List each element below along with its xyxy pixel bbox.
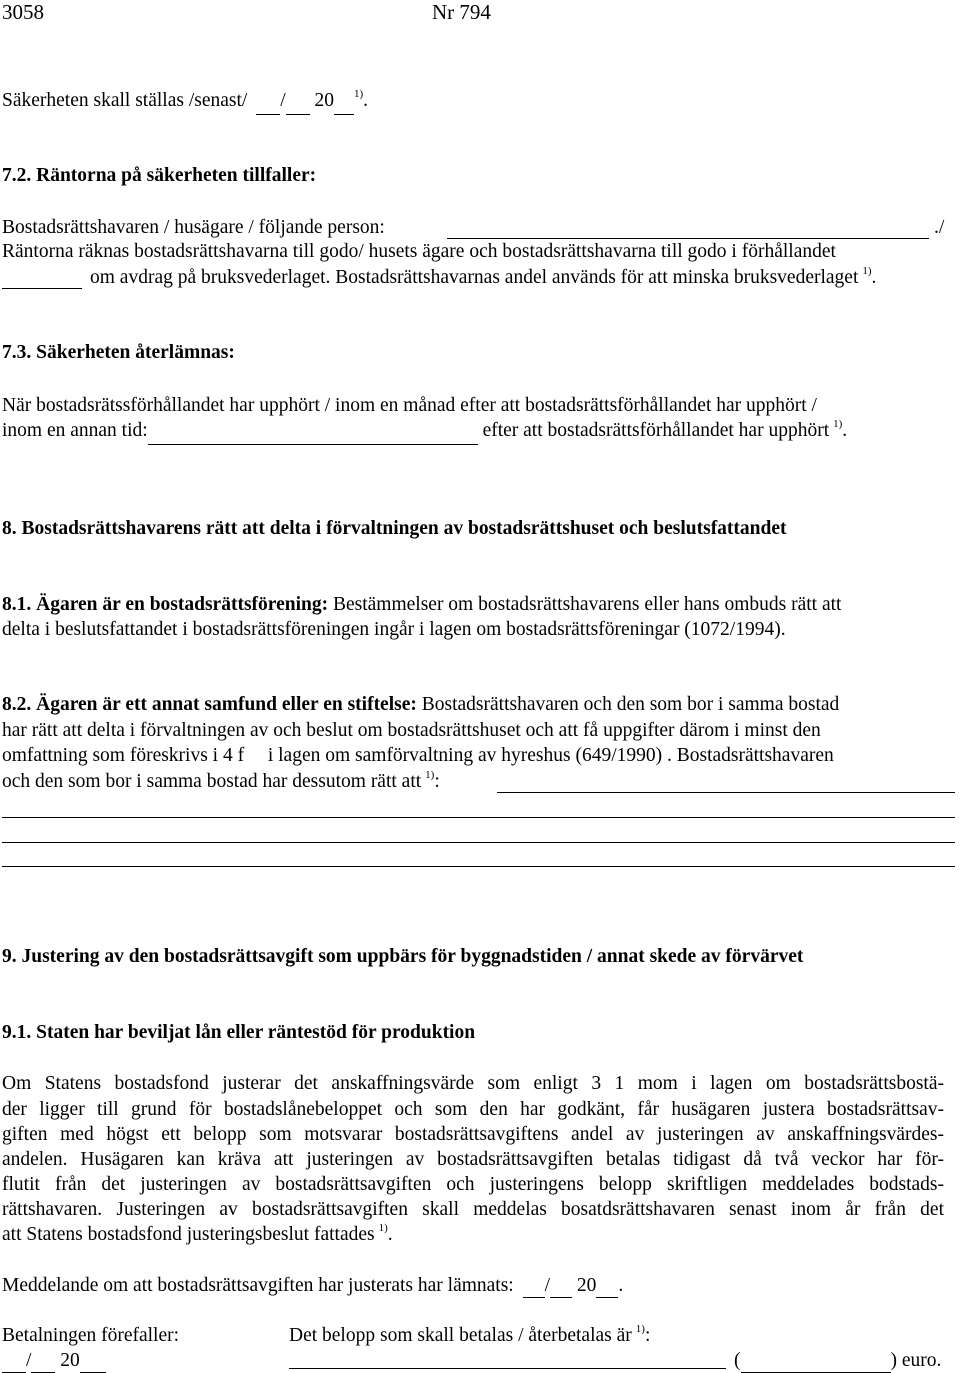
section-8-2-heading: 8.2. Ägaren är ett annat samfund eller en stiftelse: bbox=[2, 694, 417, 715]
security-deadline-line bbox=[2, 89, 368, 115]
other-time-text: efter att bostadsrättsförhållandet har upphört bbox=[482, 420, 830, 441]
return-other-time-line bbox=[2, 419, 847, 445]
paragraph-last-line bbox=[2, 1223, 393, 1249]
footnote-ref: 1) bbox=[425, 769, 435, 781]
year-prefix: 20 bbox=[60, 1350, 80, 1371]
year-prefix: 20 bbox=[314, 90, 334, 111]
section-8-2-line1 bbox=[2, 693, 839, 717]
paragraph-line: flutit från det justeringen av bostadsrättsavgiften och justeringens belopp skriftligen meddelades bodstads- bbox=[2, 1174, 944, 1195]
interest-recipient-line bbox=[2, 216, 385, 240]
section-8-2-line3 bbox=[2, 744, 834, 768]
due-date-field-line bbox=[2, 1349, 106, 1373]
day-field[interactable] bbox=[256, 96, 280, 115]
footnote-ref: 1) bbox=[353, 88, 364, 100]
due-date-label: Betalningen förefaller: bbox=[2, 1325, 180, 1346]
amount-euro-line bbox=[734, 1349, 941, 1373]
date-separator: / bbox=[26, 1350, 32, 1371]
additional-rights-field-3[interactable] bbox=[2, 842, 955, 843]
due-day-field[interactable] bbox=[2, 1354, 26, 1373]
section-8-2-line3a: omfattning som föreskrivs i 4 f bbox=[2, 745, 245, 766]
year-prefix: 20 bbox=[576, 1275, 597, 1296]
footnote-ref: 1) bbox=[833, 418, 843, 430]
amount-label: Det belopp som skall betalas / återbetalas är bbox=[289, 1325, 632, 1346]
period: . bbox=[387, 1224, 393, 1245]
adjustment-notice-text: Meddelande om att bostadsrättsavgiften har justerats har lämnats: bbox=[2, 1275, 514, 1296]
colon: : bbox=[644, 1325, 651, 1346]
other-time-field[interactable] bbox=[148, 426, 478, 445]
section-8-1-heading: 8.1. Ägaren är en bostadsrättsförening: bbox=[2, 594, 329, 615]
section-8-1-text: Bestämmelser om bostadsrättshavarens eller hans ombuds rätt att bbox=[332, 594, 842, 615]
footnote-ref: 1) bbox=[862, 265, 872, 277]
paragraph-line: Om Statens bostadsfond justerar det anskaffningsvärde som enligt 3 1 mom i lagen om bostadsrättsbostä- bbox=[2, 1073, 944, 1094]
period: . bbox=[842, 420, 848, 441]
deduction-line bbox=[90, 266, 876, 292]
amount-field[interactable] bbox=[289, 1368, 726, 1369]
section-7-2-heading: 7.2. Räntorna på säkerheten tillfaller: bbox=[2, 165, 317, 186]
paragraph-line: der ligger till grund för bostadslånebeloppet och som den har godkänt, får husägaren justera bostadsrättsav- bbox=[2, 1099, 944, 1120]
euro-label: ) euro. bbox=[890, 1350, 942, 1371]
date-separator: / bbox=[544, 1275, 551, 1296]
period: . bbox=[363, 90, 369, 111]
additional-rights-field-1[interactable] bbox=[497, 792, 955, 793]
colon: : bbox=[434, 771, 440, 792]
section-9-heading: 9. Justering av den bostadsrättsavgift som uppbärs för byggnadstiden / annat skede av förvärvet bbox=[2, 946, 804, 967]
section-8-2-line2: har rätt att delta i förvaltningen av och beslut om bostadsrättshuset och att få uppgifter därom i minst den bbox=[2, 720, 821, 741]
proportion-field[interactable] bbox=[2, 288, 82, 289]
page-number: 3058 bbox=[2, 0, 44, 24]
section-9-1-heading: 9.1. Staten har beviljat lån eller räntestöd för produktion bbox=[2, 1022, 476, 1043]
footnote-ref: 1) bbox=[635, 1323, 645, 1335]
recipient-line-end: ./ bbox=[934, 217, 945, 238]
return-terms-line: När bostadsrätssförhållandet har upphört / inom en månad efter att bostadsrättsförhållandet har upphört / bbox=[2, 395, 817, 416]
paragraph-line: rättshavaren. Justeringen av bostadsrättsavgiften skall meddelas bosatdsrättshavaren senast inom år från det bbox=[2, 1199, 944, 1220]
adjustment-notice-line bbox=[2, 1274, 623, 1298]
section-8-1-line2: delta i beslutsfattandet i bostadsrättsföreningen ingår i lagen om bostadsrättsföreningar (1072/1994). bbox=[2, 619, 786, 640]
additional-rights-field-2[interactable] bbox=[2, 817, 955, 818]
footnote-ref: 1) bbox=[378, 1222, 388, 1234]
period: . bbox=[871, 267, 877, 288]
section-8-2-text: Bostadsrättshavaren och den som bor i samma bostad bbox=[421, 694, 840, 715]
amount-label-line bbox=[289, 1324, 650, 1350]
section-8-heading: 8. Bostadsrättshavarens rätt att delta i förvaltningen av bostadsrättshuset och beslutsfattandet bbox=[2, 518, 787, 539]
interest-calculation-line: Räntorna räknas bostadsrättshavarna till godo/ husets ägare och bostadsrättshavarna till godo i förhållandet bbox=[2, 241, 836, 262]
section-7-3-heading: 7.3. Säkerheten återlämnas: bbox=[2, 342, 235, 363]
section-8-2-line3b: i lagen om samförvaltning av hyreshus (649/1990) . Bostadsrättshavaren bbox=[267, 745, 834, 766]
section-8-2-line4-text: och den som bor i samma bostad har dessutom rätt att bbox=[2, 771, 422, 792]
section-8-1-line1 bbox=[2, 593, 841, 617]
paragraph-last-text: att Statens bostadsfond justeringsbeslut fattades bbox=[2, 1224, 375, 1245]
paragraph-line: andelen. Husägaren kan kräva att justeringen av bostadsrättsavgiften betalas tidigast då två veckor har för- bbox=[2, 1149, 944, 1170]
recipient-name-field[interactable] bbox=[447, 238, 929, 239]
due-month-field[interactable] bbox=[31, 1354, 55, 1373]
date-separator: / bbox=[280, 90, 286, 111]
period: . bbox=[618, 1275, 624, 1296]
paragraph-line: giften med högst ett belopp som motsvarar bostadsrättsavgiftens andel av justeringen av anskaffningsvärdes- bbox=[2, 1124, 944, 1145]
other-time-label: inom en annan tid: bbox=[2, 420, 148, 441]
interest-recipient-text: Bostadsrättshavaren / husägare / följande person: bbox=[2, 217, 385, 238]
paren-open: ( bbox=[734, 1350, 741, 1371]
due-year-field[interactable] bbox=[80, 1354, 106, 1373]
notice-day-field[interactable] bbox=[523, 1279, 545, 1298]
section-8-2-line4 bbox=[2, 770, 440, 796]
month-field[interactable] bbox=[286, 96, 310, 115]
notice-month-field[interactable] bbox=[550, 1279, 572, 1298]
additional-rights-field-4[interactable] bbox=[2, 866, 955, 867]
euro-amount-field[interactable] bbox=[741, 1354, 891, 1373]
notice-year-field[interactable] bbox=[596, 1279, 618, 1298]
deduction-text: om avdrag på bruksvederlaget. Bostadsrättshavarnas andel används för att minska bruksvederlaget bbox=[90, 267, 859, 288]
issue-number: Nr 794 bbox=[432, 0, 491, 24]
security-deadline-text: Säkerheten skall ställas /senast/ bbox=[2, 90, 248, 111]
year-field[interactable] bbox=[334, 96, 354, 115]
